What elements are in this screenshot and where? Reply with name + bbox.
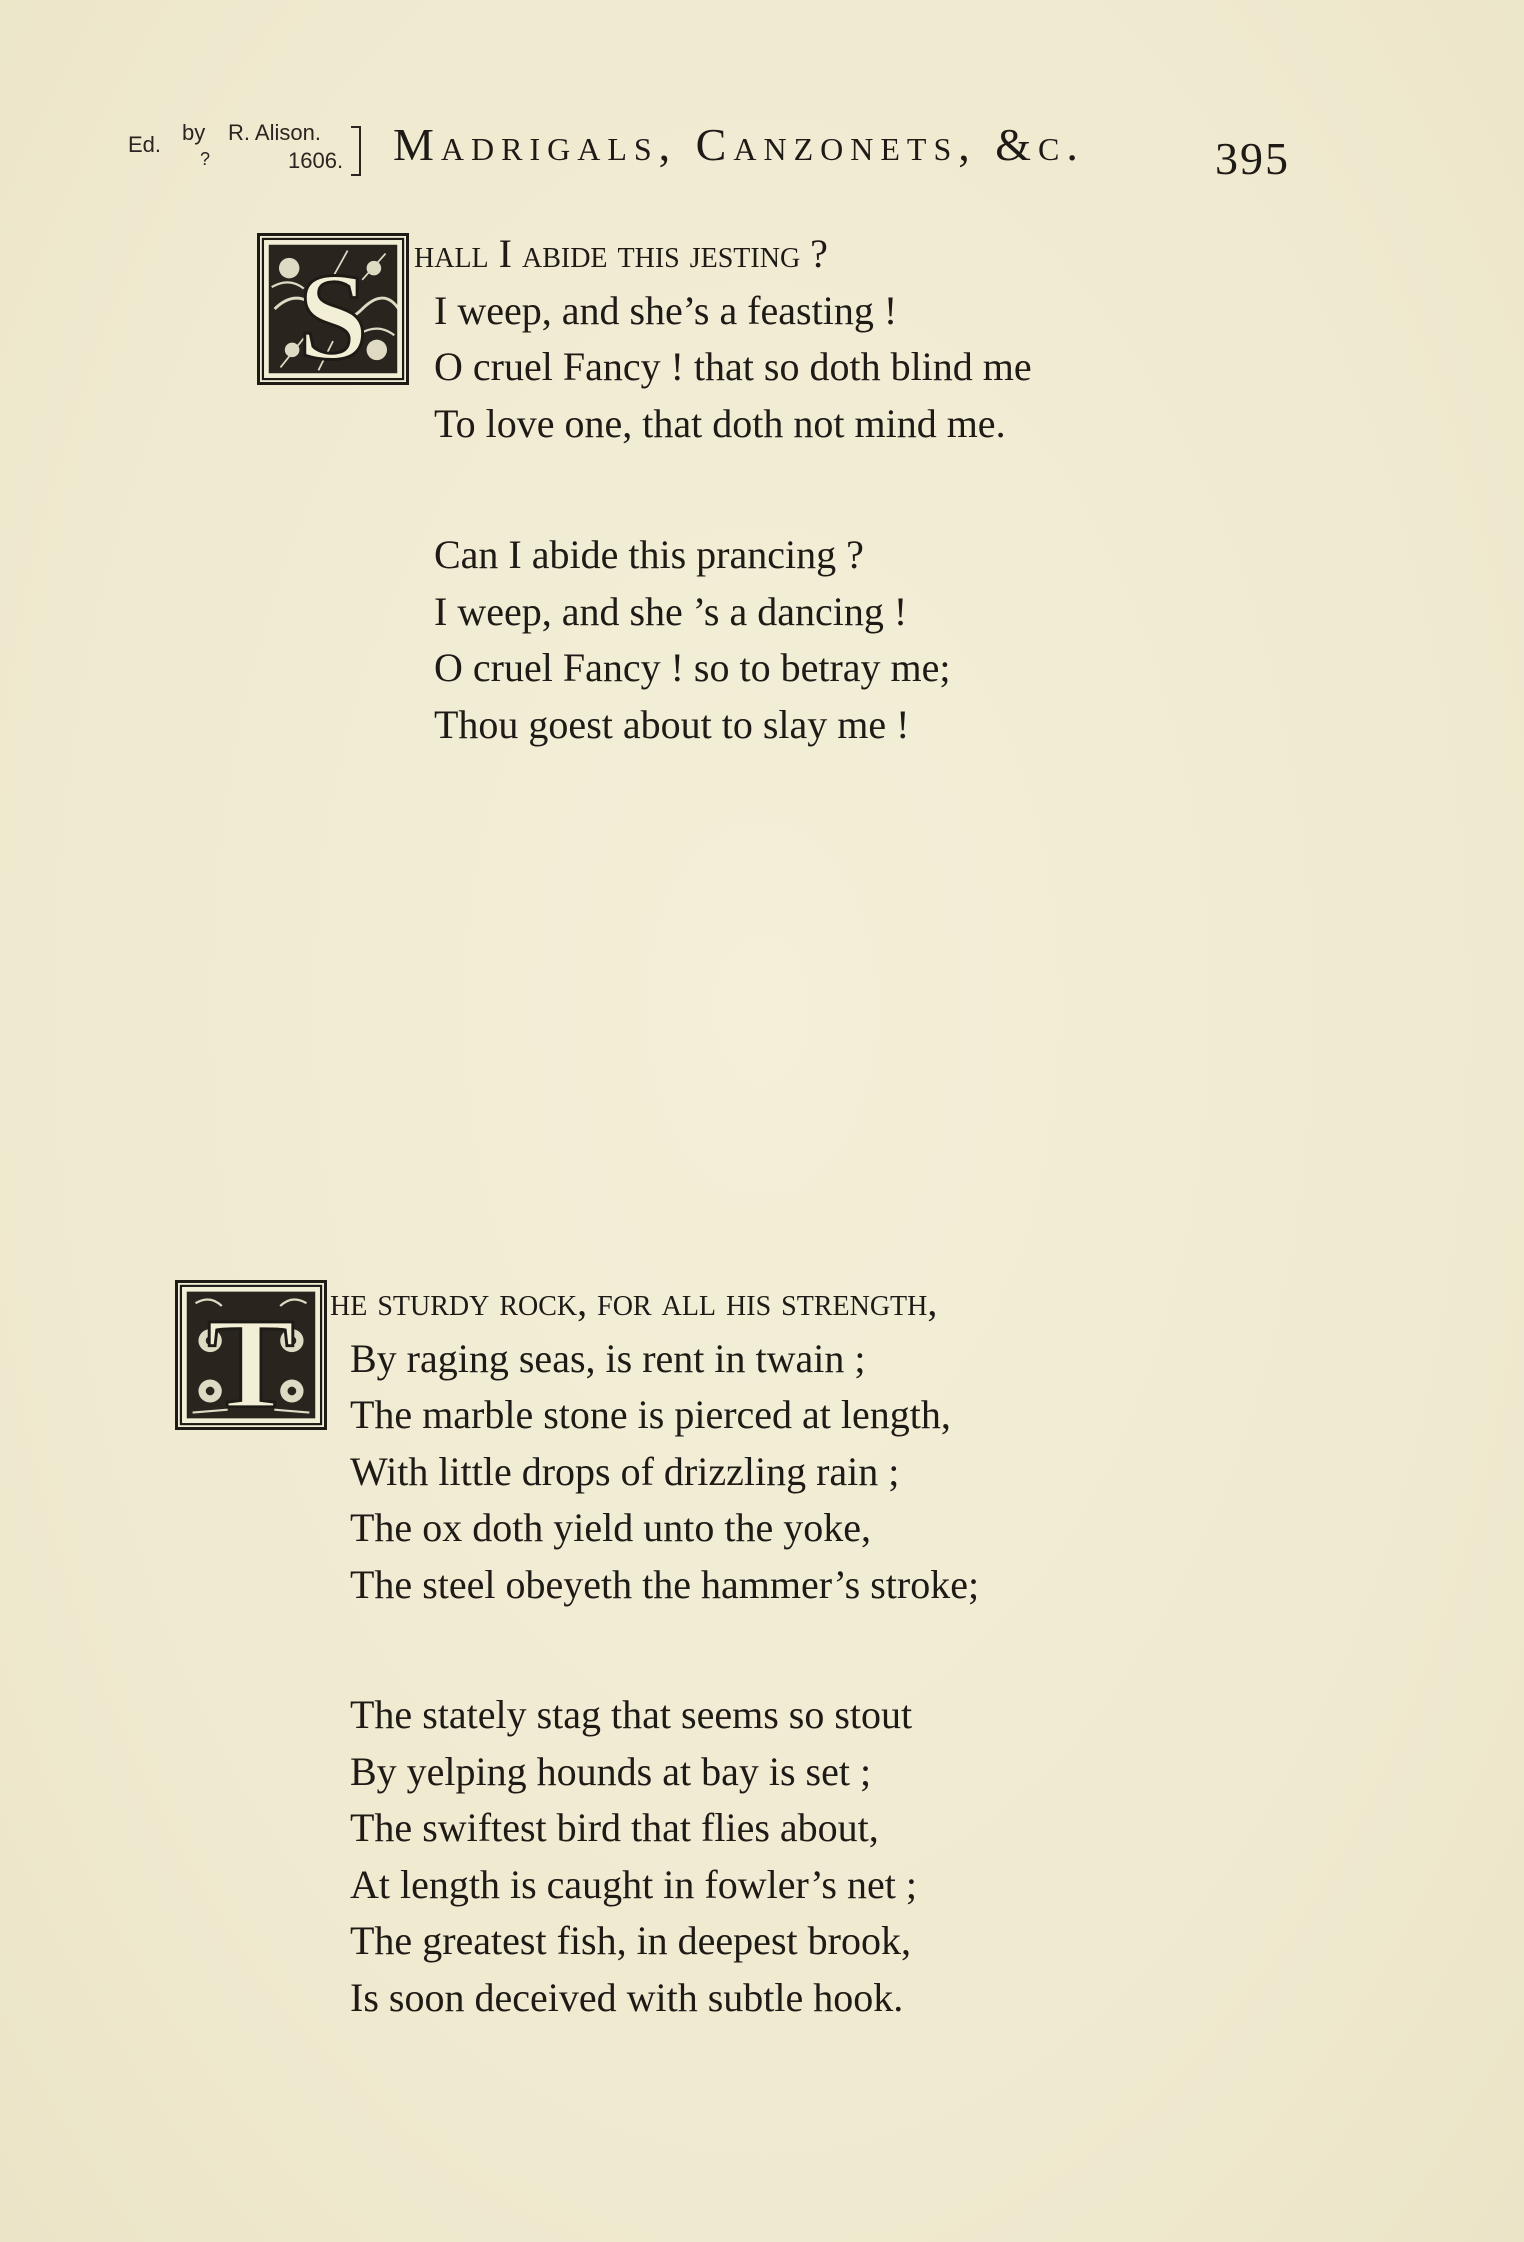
svg-text:T: T: [207, 1292, 295, 1427]
poem-line: O cruel Fancy ! that so doth blind me: [434, 344, 1032, 389]
poem-line: he sturdy rock, for all his strength,: [330, 1279, 938, 1324]
poem-line: Thou goest about to slay me !: [434, 701, 910, 747]
poem-two-stanza-one: [330, 1274, 979, 1613]
poem-line: The swiftest bird that flies about,: [350, 1805, 879, 1850]
poem-line: I weep, and she ’s a dancing !: [434, 588, 908, 634]
poem-line: Is soon deceived with subtle hook.: [350, 1974, 904, 2020]
poem-line: Can I abide this prancing ?: [434, 532, 864, 577]
poem-line: At length is caught in fowler’s net ;: [350, 1861, 917, 1907]
poem-two-stanza-two: [350, 1687, 917, 2026]
decorated-initial-s: [257, 233, 409, 385]
side-note-marker: ?: [200, 149, 211, 169]
poem-one-stanza-one: [414, 226, 1032, 452]
side-note-year: 1606.: [288, 148, 344, 173]
svg-text:S: S: [298, 247, 368, 382]
poem-line: The stately stag that seems so stout: [350, 1692, 913, 1737]
poem-line: The steel obeyeth the hammer’s stroke;: [350, 1561, 980, 1607]
poem-line: By yelping hounds at bay is set ;: [350, 1748, 872, 1794]
side-note-by: by: [182, 120, 206, 145]
poem-one-stanza-two: [434, 527, 951, 753]
page-number: 395: [1215, 133, 1290, 184]
side-note-editor: R. Alison.: [228, 120, 321, 145]
poem-line: With little drops of drizzling rain ;: [350, 1448, 900, 1494]
poem-line: By raging seas, is rent in twain ;: [350, 1335, 866, 1381]
poem-line: hall I abide this jesting ?: [414, 231, 828, 276]
side-note-ed: Ed.: [128, 132, 162, 157]
poem-line: I weep, and she’s a feasting !: [434, 287, 898, 333]
decorated-initial-t: [175, 1280, 327, 1430]
poem-line: The greatest fish, in deepest brook,: [350, 1918, 911, 1963]
poem-line: To love one, that doth not mind me.: [434, 400, 1006, 446]
poem-line: The ox doth yield unto the yoke,: [350, 1505, 872, 1550]
side-note-bracket: [351, 126, 361, 176]
poem-line: O cruel Fancy ! so to betray me;: [434, 645, 951, 690]
running-title: Madrigals, Canzonets, &c.: [393, 119, 1085, 170]
running-header: [128, 112, 1308, 192]
poem-line: The marble stone is pierced at length,: [350, 1392, 951, 1437]
